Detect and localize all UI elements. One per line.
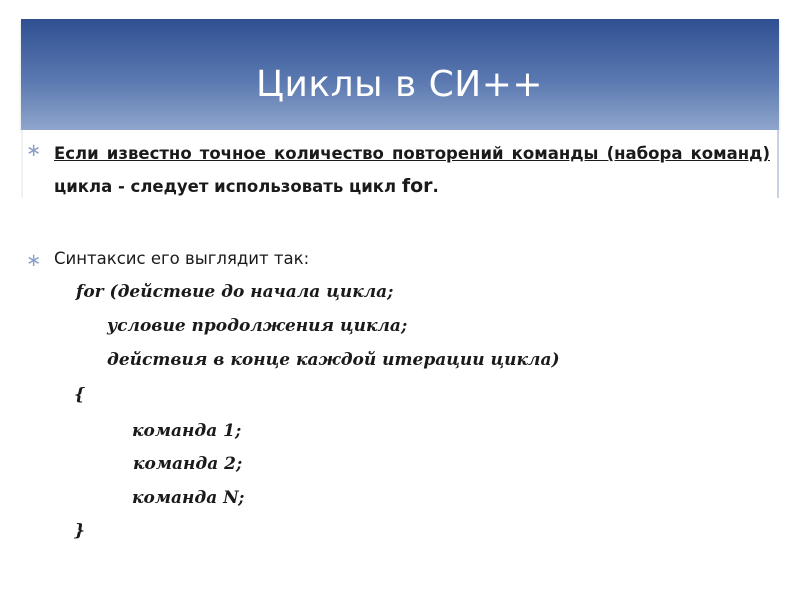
code-line: условие продолжения цикла; <box>107 316 408 336</box>
code-line: действия в конце каждой итерации цикла) <box>107 350 560 370</box>
bullet1-period: . <box>432 177 439 196</box>
code-close-brace: } <box>74 521 85 541</box>
code-line: for (действие до начала цикла; <box>76 282 394 302</box>
code-open-brace: { <box>74 385 85 405</box>
code-line: команда 2; <box>133 454 243 474</box>
code-line: команда N; <box>132 488 245 508</box>
bullet-star-icon: ∗ <box>26 250 42 271</box>
bullet-text-1 <box>54 137 770 203</box>
bullet-star-icon: ∗ <box>26 140 42 161</box>
code-line: команда 1; <box>132 421 242 441</box>
underlined-text: Если известно точное количество повторений команды (набора команд) <box>54 144 770 163</box>
keyword-for: for <box>401 175 433 197</box>
bullet-text-2: Синтаксис его выглядит так: <box>54 249 310 268</box>
slide-title: Циклы в СИ++ <box>256 64 544 105</box>
title-bar <box>21 19 779 130</box>
bullet1-continuation: цикла - следует использовать цикл <box>54 177 402 196</box>
